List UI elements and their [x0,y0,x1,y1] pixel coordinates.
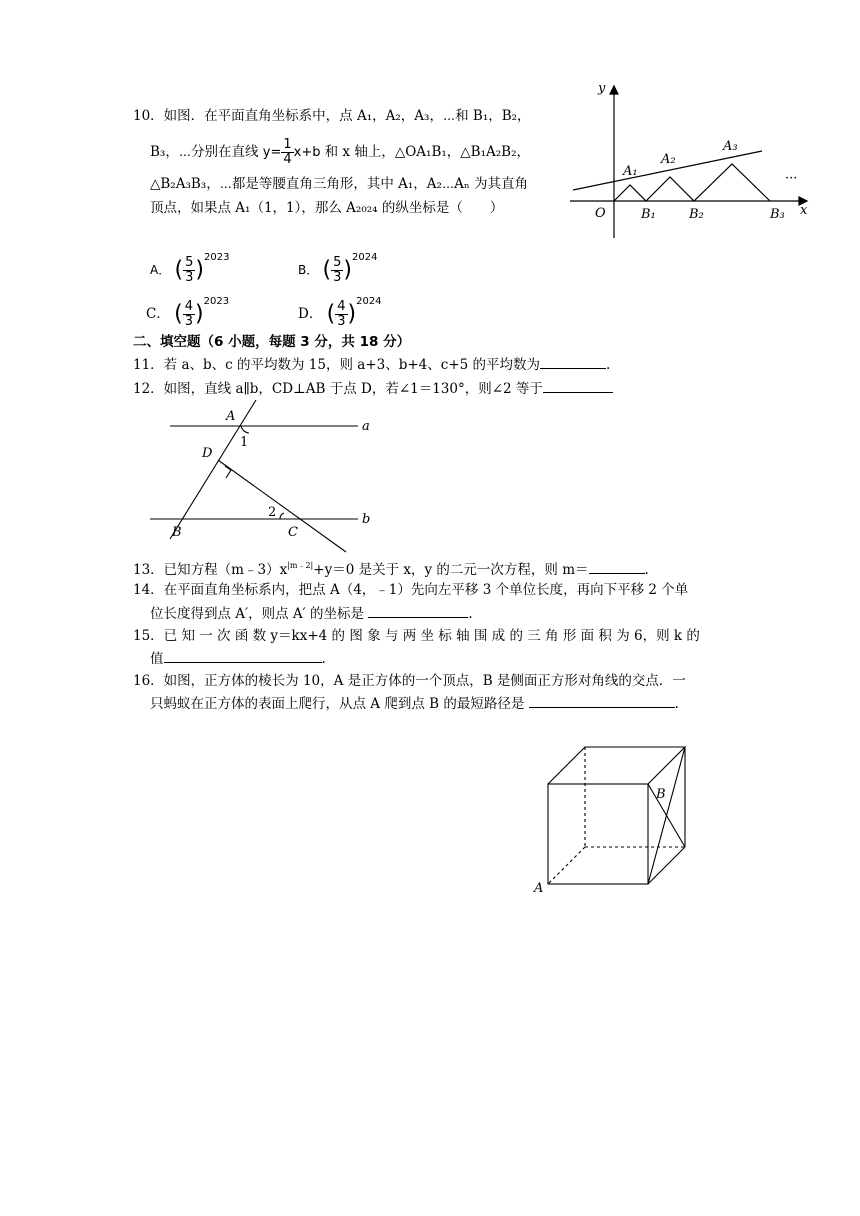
angle2-label: 2 [268,505,277,520]
q11-text: 11．若 a、b、c 的平均数为 15，则 a+3、b+4、c+5 的平均数为 [133,357,541,373]
line-a-label: a [362,419,370,434]
q10-option-a[interactable]: A． ( $\frac{5}{3}$ )$^{2023}$ [150,252,230,285]
b3-label: B₃ [770,207,785,222]
q10-graph [565,78,815,248]
angle1-label: 1 [240,435,249,450]
eq-rest: x+b [293,145,321,160]
q13: 13．已知方程$(m﹣3)x^{|m﹣2|}+y=0$ 是关于 x，y 的二元一次方程，则 m＝ . [133,561,649,578]
line-equation [262,137,325,167]
point-c-label: C [288,525,298,540]
ellipsis-label: ··· [785,171,798,186]
origin-label: O [595,206,606,221]
point-a-label: A [226,409,236,424]
q10-line1: 10．如图．在平面直角坐标系中，点 A₁，A₂，A₃，⋯和 B₁，B₂， [133,108,531,124]
q10-option-c[interactable]: C． ( $\frac{4}{3}$ )$^{2023}$ [146,296,230,329]
eq-den: 4 [283,152,292,167]
q13-answer-blank[interactable] [589,559,645,574]
point-b-label: B [172,525,182,540]
q10-line4: 顶点，如果点 A₁（1，1），那么 A₂₀₂₄ 的纵坐标是（ ） [150,200,504,216]
point-d-label: D [202,446,213,461]
q10-line3: △B₂A₃B₃，⋯都是等腰直角三角形，其中 A₁，A₂⋯Aₙ 为其直角 [150,176,529,192]
cube-point-b-label: B [656,787,666,802]
q16-answer-blank[interactable] [529,693,675,708]
q14-answer-blank[interactable] [368,603,468,618]
section-title: 二、填空题（6 小题，每题 3 分，共 18 分） [133,334,411,350]
axis-y-label: y [598,81,606,96]
q15-answer-blank[interactable] [164,648,322,663]
q10-option-d[interactable]: D． ( $\frac{4}{3}$ )$^{2024}$ [298,296,382,329]
q12 [133,378,613,399]
q14-line1: 14．在平面直角坐标系内，把点 A（4，﹣1）先向左平移 3 个单位长度，再向下平移 2 个单 [133,582,689,598]
q10-line2 [150,138,530,167]
axis-x-label: x [800,203,808,218]
q10-line2-b: 和 x 轴上，△OA₁B₁，△B₁A₂B₂， [324,144,530,160]
q12-answer-blank[interactable] [543,378,613,393]
q12-text: 12．如图，直线 a∥b，CD⊥AB 于点 D，若∠1＝130°，则∠2 等于 [133,381,543,397]
b1-label: B₁ [641,207,656,222]
q10-line2-a: B₃，⋯分别在直线 [150,144,259,160]
line-b-label: b [362,512,371,527]
q15-line1: 15．已 知 一 次 函 数 y＝kx+4 的 图 象 与 两 坐 标 轴 围 成 的 三 角 形 面 积 为 6，则 k 的 [133,628,700,644]
q15-line2: 值 . [150,648,326,669]
q16-cube-figure [528,740,708,900]
a2-label: A₂ [661,152,676,167]
cube-point-a-label: A [534,881,544,896]
q16-line2: 只蚂蚁在正方体的表面上爬行，从点 A 爬到点 B 的最短路径是 . [150,693,679,714]
a1-label: A₁ [623,164,638,179]
q12-figure [140,400,380,560]
a3-label: A₃ [723,139,738,154]
q10-option-b[interactable]: B． ( $\frac{5}{3}$ )$^{2024}$ [298,252,378,285]
eq-num: 1 [283,137,292,152]
b2-label: B₂ [689,207,704,222]
q11: 11．若 a、b、c 的平均数为 15，则 a+3、b+4、c+5 的平均数为 . [133,354,610,375]
eq-y: y= [262,145,282,160]
q11-answer-blank[interactable] [540,354,606,369]
q14-line2: 位长度得到点 A′，则点 A′ 的坐标是 . [150,603,473,624]
q16-line1: 16．如图，正方体的棱长为 10，A 是正方体的一个顶点，B 是侧面正方形对角线的交点．一 [133,673,686,689]
